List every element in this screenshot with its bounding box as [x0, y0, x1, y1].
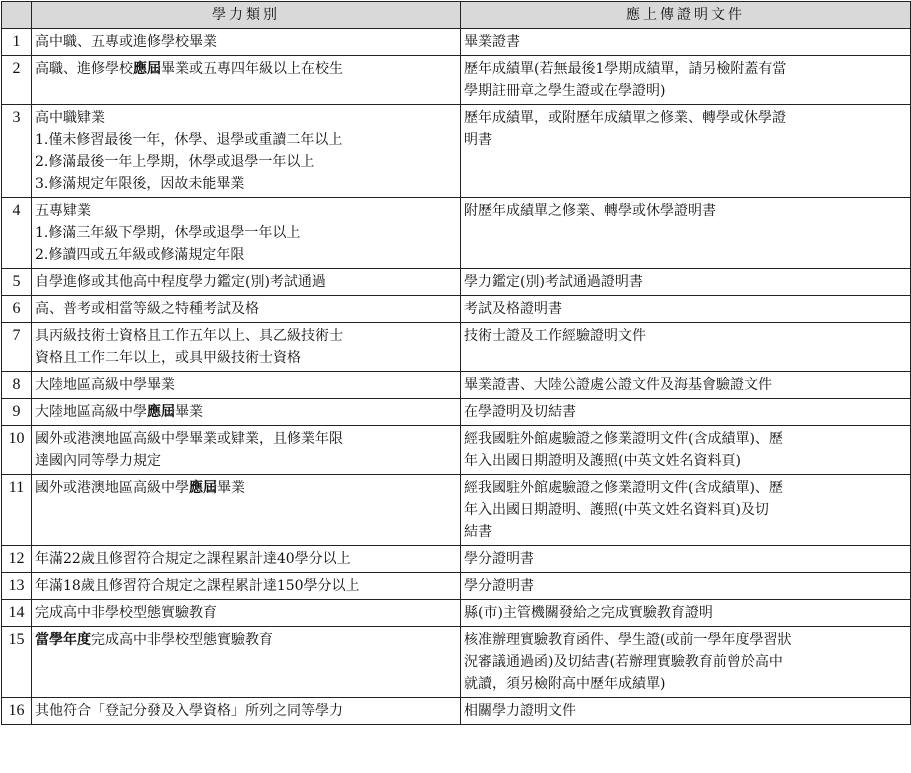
document-text: 學期註冊章之學生證或在學證明) [464, 83, 666, 99]
category-text: 資格且工作二年以上，或具甲級技術士資格 [35, 350, 301, 366]
document-cell [461, 372, 911, 399]
table-row [2, 698, 911, 725]
document-cell [461, 546, 911, 573]
category-text-part: 畢業 [217, 480, 245, 496]
category-text-part: 畢業 [175, 404, 203, 420]
row-number: 13 [2, 573, 32, 600]
table-row [2, 600, 911, 627]
table-header-row [2, 2, 911, 29]
row-number: 4 [2, 198, 32, 269]
category-text: 具丙級技術士資格且工作五年以上、具乙級技術士 [35, 328, 343, 344]
document-text: 在學證明及切結書 [464, 404, 576, 420]
category-text: 1.僅未修習最後一年，休學、退學或重讀二年以上 [35, 132, 343, 148]
category-text: 高中職、五專或進修學校畢業 [35, 34, 217, 50]
emphasis-text: 應屆 [189, 480, 217, 496]
category-text-part: 高職、進修學校 [35, 61, 133, 77]
table-row [2, 56, 911, 105]
category-cell [32, 399, 461, 426]
row-number: 1 [2, 29, 32, 56]
document-text: 縣(市)主管機關發給之完成實驗教育證明 [464, 605, 713, 621]
document-text: 年入出國日期證明、護照(中英文姓名資料頁)及切 [464, 502, 769, 518]
table-row [2, 399, 911, 426]
category-cell [32, 105, 461, 198]
header-documents: 應上傳證明文件 [461, 2, 911, 29]
category-cell [32, 296, 461, 323]
row-number: 8 [2, 372, 32, 399]
category-cell [32, 573, 461, 600]
category-text: 3.修滿規定年限後，因故未能畢業 [35, 176, 245, 192]
category-text [35, 401, 457, 423]
document-text: 技術士證及工作經驗證明文件 [464, 328, 646, 344]
table-row [2, 426, 911, 475]
category-cell [32, 475, 461, 546]
category-text [35, 629, 457, 651]
category-cell [32, 426, 461, 475]
document-text: 年入出國日期證明及護照(中英文姓名資料頁) [464, 453, 741, 469]
document-text: 就讀，須另檢附高中歷年成績單) [464, 676, 666, 692]
table-row [2, 198, 911, 269]
document-text: 核准辦理實驗教育函件、學生證(或前一學年度學習狀 [464, 632, 792, 648]
category-cell [32, 269, 461, 296]
row-number: 2 [2, 56, 32, 105]
emphasis-text: 應屆 [147, 404, 175, 420]
category-cell [32, 627, 461, 698]
category-text: 達國內同等學力規定 [35, 453, 161, 469]
category-text: 國外或港澳地區高級中學畢業或肄業，且修業年限 [35, 431, 343, 447]
document-cell [461, 56, 911, 105]
document-cell [461, 323, 911, 372]
row-number: 7 [2, 323, 32, 372]
category-text-part: 完成高中非學校型態實驗教育 [91, 632, 273, 648]
table-row [2, 546, 911, 573]
row-number: 14 [2, 600, 32, 627]
document-cell [461, 399, 911, 426]
category-cell [32, 198, 461, 269]
table-row [2, 29, 911, 56]
document-cell [461, 296, 911, 323]
row-number: 16 [2, 698, 32, 725]
header-category: 學力類別 [32, 2, 461, 29]
table-row [2, 269, 911, 296]
table-row [2, 475, 911, 546]
category-text: 1.修滿三年級下學期，休學或退學一年以上 [35, 225, 301, 241]
category-cell [32, 56, 461, 105]
emphasis-text: 當學年度 [35, 632, 91, 648]
document-text: 況審議通過函)及切結書(若辦理實驗教育前曾於高中 [464, 654, 783, 670]
category-cell [32, 546, 461, 573]
document-cell [461, 627, 911, 698]
header-num [2, 2, 32, 29]
document-text: 學分證明書 [464, 578, 534, 594]
category-text: 2.修滿最後一年上學期，休學或退學一年以上 [35, 154, 315, 170]
qualification-table [1, 1, 911, 725]
document-text: 附歷年成績單之修業、轉學或休學證明書 [464, 203, 716, 219]
document-text: 畢業證書 [464, 34, 520, 50]
row-number: 15 [2, 627, 32, 698]
row-number: 11 [2, 475, 32, 546]
category-cell [32, 600, 461, 627]
row-number: 10 [2, 426, 32, 475]
table-row [2, 627, 911, 698]
document-text: 經我國駐外館處驗證之修業證明文件(含成績單)、歷 [464, 480, 783, 496]
document-text: 經我國駐外館處驗證之修業證明文件(含成績單)、歷 [464, 431, 783, 447]
row-number: 12 [2, 546, 32, 573]
category-text: 其他符合「登記分發及入學資格」所列之同等學力 [35, 703, 343, 719]
document-cell [461, 198, 911, 269]
row-number: 6 [2, 296, 32, 323]
category-text: 完成高中非學校型態實驗教育 [35, 605, 217, 621]
table-row [2, 105, 911, 198]
document-cell [461, 573, 911, 600]
document-text: 歷年成績單(若無最後1學期成績單，請另檢附蓋有當 [464, 61, 787, 77]
table-row [2, 573, 911, 600]
document-text: 畢業證書、大陸公證處公證文件及海基會驗證文件 [464, 377, 772, 393]
category-text [35, 58, 457, 80]
category-text: 年滿18歲且修習符合規定之課程累計達150學分以上 [35, 578, 360, 594]
row-number: 9 [2, 399, 32, 426]
category-text: 2.修讀四或五年級或修滿規定年限 [35, 247, 245, 263]
document-text: 學力鑑定(別)考試通過證明書 [464, 274, 643, 290]
category-text: 年滿22歲且修習符合規定之課程累計達40學分以上 [35, 551, 351, 567]
emphasis-text: 應屆 [133, 61, 161, 77]
category-text-part: 國外或港澳地區高級中學 [35, 480, 189, 496]
category-cell [32, 29, 461, 56]
document-cell [461, 105, 911, 198]
category-text-part: 畢業或五專四年級以上在校生 [161, 61, 343, 77]
table-row [2, 296, 911, 323]
document-cell [461, 698, 911, 725]
document-cell [461, 269, 911, 296]
category-text: 高、普考或相當等級之特種考試及格 [35, 301, 259, 317]
category-text: 高中職肄業 [35, 110, 105, 126]
category-cell [32, 698, 461, 725]
document-text: 明書 [464, 132, 492, 148]
document-text: 結書 [464, 524, 492, 540]
category-text: 自學進修或其他高中程度學力鑑定(別)考試通過 [35, 274, 326, 290]
document-text: 考試及格證明書 [464, 301, 562, 317]
table-row [2, 323, 911, 372]
document-cell [461, 600, 911, 627]
document-text: 歷年成績單，或附歷年成績單之修業、轉學或休學證 [464, 110, 786, 126]
row-number: 5 [2, 269, 32, 296]
category-text [35, 477, 457, 499]
document-cell [461, 29, 911, 56]
document-text: 相關學力證明文件 [464, 703, 576, 719]
table-row [2, 372, 911, 399]
document-cell [461, 426, 911, 475]
category-cell [32, 323, 461, 372]
category-text: 大陸地區高級中學畢業 [35, 377, 175, 393]
row-number: 3 [2, 105, 32, 198]
category-text-part: 大陸地區高級中學 [35, 404, 147, 420]
document-text: 學分證明書 [464, 551, 534, 567]
category-text: 五專肄業 [35, 203, 91, 219]
category-cell [32, 372, 461, 399]
document-cell [461, 475, 911, 546]
